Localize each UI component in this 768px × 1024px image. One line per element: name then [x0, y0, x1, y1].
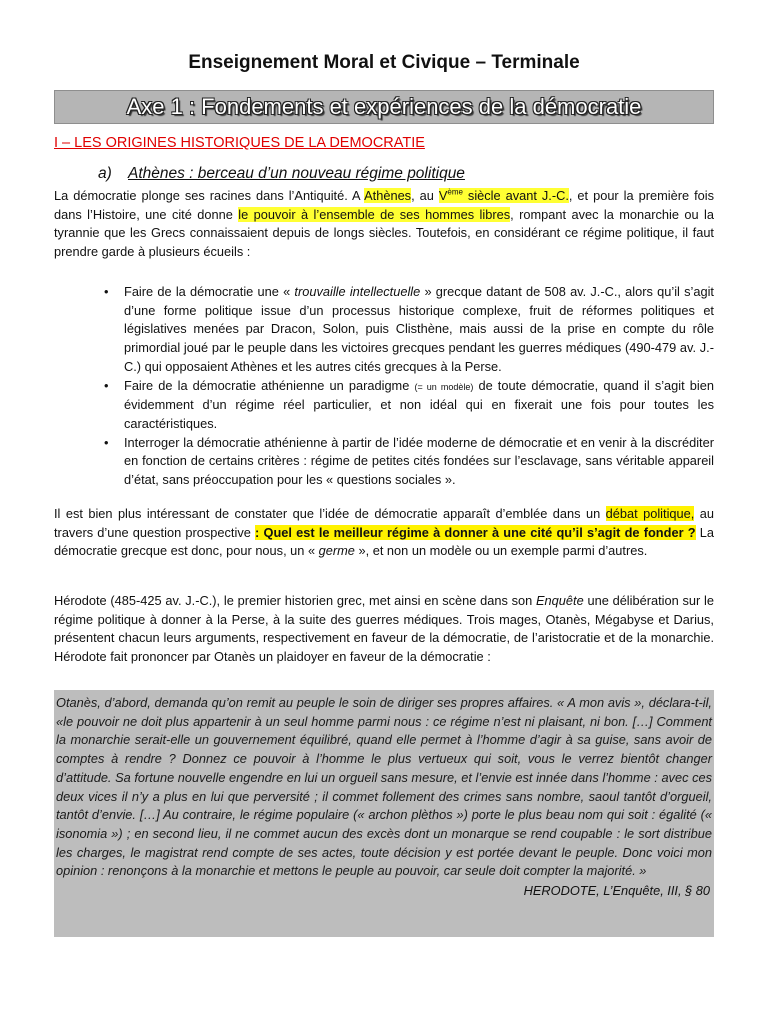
sub-heading-letter: a) [98, 165, 112, 182]
list-item-note: (= un modèle) [414, 381, 474, 392]
intro-paragraph [54, 187, 714, 262]
debate-text: au travers d’une question prospective [54, 506, 714, 540]
intro-text: , et pour la première fois dans l’Histoire, une cité donne [54, 188, 714, 222]
list-item [54, 377, 714, 434]
century-numeral: V [438, 188, 448, 203]
debate-text: Il est bien plus intéressant de constater que l’idée de démocratie apparaît d’emblée dans un [54, 506, 606, 521]
century-text: siècle avant J.-C. [462, 188, 569, 203]
highlight-free-men: le pouvoir à l’ensemble de ses hommes libres [238, 206, 511, 222]
bullet-icon: • [104, 434, 109, 450]
list-item-italic: trouvaille intellectuelle [294, 284, 421, 299]
herodote-italic: Enquête [536, 593, 584, 608]
quote-box [54, 690, 714, 937]
document-title: Enseignement Moral et Civique – Terminale [188, 52, 580, 73]
herodote-paragraph [54, 592, 714, 667]
highlight-century [439, 188, 569, 203]
quote-source: HERODOTE, L’Enquête, III, § 80 [523, 883, 710, 899]
highlight-debate: débat politique, [605, 506, 695, 521]
bullet-icon: • [104, 377, 109, 393]
intro-text: , au [411, 188, 439, 203]
pitfalls-list [54, 283, 714, 490]
list-item-text: Faire de la démocratie athénienne un paradigme [124, 377, 415, 393]
list-item [54, 434, 714, 490]
section-heading: I – LES ORIGINES HISTORIQUES DE LA DEMOCRATIE [54, 135, 425, 151]
intro-text: La démocratie plonge ses racines dans l’Antiquité. A [54, 188, 365, 203]
list-item [54, 283, 714, 377]
intro-text: , rompant avec la monarchie ou la tyrannie que les Grecs connaissaient depuis de longs siècles. Toutefois, en considérant ce régime politique, il faut prendre garde à plusieurs écueils : [54, 206, 715, 260]
debate-italic: germe [318, 543, 355, 559]
highlight-question: : Quel est le meilleur régime à donner à une cité qu’il s’agit de fonder ? [255, 524, 696, 540]
debate-paragraph [54, 505, 714, 561]
herodote-text: une délibération sur le régime politique à donner à la Perse, à la suite des guerres médiques. Trois mages, Otanès, Mégabyse et Darius, présentent chacun leurs arguments, respectivement en faveur de la démocratie, de l’aristocratie et de la monarchie. Hérodote fait prononcer par Otanès un plaidoyer en faveur de la démocratie : [54, 593, 714, 665]
list-item-text: Interroger la démocratie athénienne à partir de l’idée moderne de démocratie et en venir à la discréditer en fonction de certains critères : régime de petites cités fondées sur l’esclavage, sans véritable appareil d’état, sans préoccupation pour les « questions sociales ». [124, 434, 714, 488]
list-item-text: Faire de la démocratie une « [124, 284, 295, 299]
highlight-athenes: Athènes [364, 188, 412, 203]
herodote-text: Hérodote (485-425 av. J.-C.), le premier historien grec, met ainsi en scène dans son [54, 593, 537, 608]
axe-banner: Axe 1 : Fondements et expériences de la démocratie [54, 90, 714, 124]
debate-text: », et non un modèle ou un exemple parmi d’autres. [354, 543, 648, 559]
bullet-icon: • [104, 284, 109, 299]
sub-heading [98, 165, 465, 183]
quote-text: Otanès, d’abord, demanda qu’on remit au peuple le soin de diriger ses propres affaires. « A mon avis », déclara-t-il, «le pouvoir ne doit plus appartenir à un seul homme parmi nous : ce régime n’est ni plaisant, ni bon. […] Comment la monarchie serait-elle un gouvernement équilibré, quand elle permet à l’homme d’agir à sa guise, sans avoir de comptes à rendre ? Donnez ce pouvoir à l’homme le plus vertueux qui soit, vous le verrez bientôt changer d’attitude. Sa fortune nouvelle engendre en lui un orgueil sans mesure, et l’envie est innée dans l’homme : avec ces deux vices il n’y a plus en lui que perversité ; il commet follement des crimes sans nombre, saoul tantôt d’orgueil, tantôt d’envie. […] Au contraire, le régime populaire (« archon plèthos ») porte le plus beau nom qui soit : égalité (« isonomia ») ; en second lieu, il ne commet aucun des excès dont un monarque se rend coupable : le sort distribue les charges, le magistrat rend compte de ses actes, toute décision y est portée devant le peuple. Donc voici mon opinion : renonçons à la monarchie et mettons le peuple au pouvoir, car seule doit compter la majorité. » [56, 695, 712, 879]
sub-heading-text: Athènes : berceau d’un nouveau régime politique [128, 165, 465, 182]
list-item-text: de toute démocratie, quand il s’agit bien évidemment d’un régime réel particulier, et non idéal qui en fixerait une fois pour toutes les caractéristiques. [124, 377, 714, 431]
century-superscript: ème [447, 187, 463, 197]
debate-text: La démocratie grecque est donc, pour nous, un « [54, 524, 714, 559]
list-item-text: » grecque datant de 508 av. J.-C., alors qu’il s’agit d’une forme politique issue d’un processus historique complexe, fruit de réformes politiques et législatives menées par Dracon, Solon, puis Clisthène, mais aussi de la prise en compte du rôle primordial joué par le peuple dans les victoires grecques pendant les guerres médiques (490-479 av. J.-C.) qui opposaient Athènes et les autres cités grecques à la Perse. [124, 284, 714, 374]
